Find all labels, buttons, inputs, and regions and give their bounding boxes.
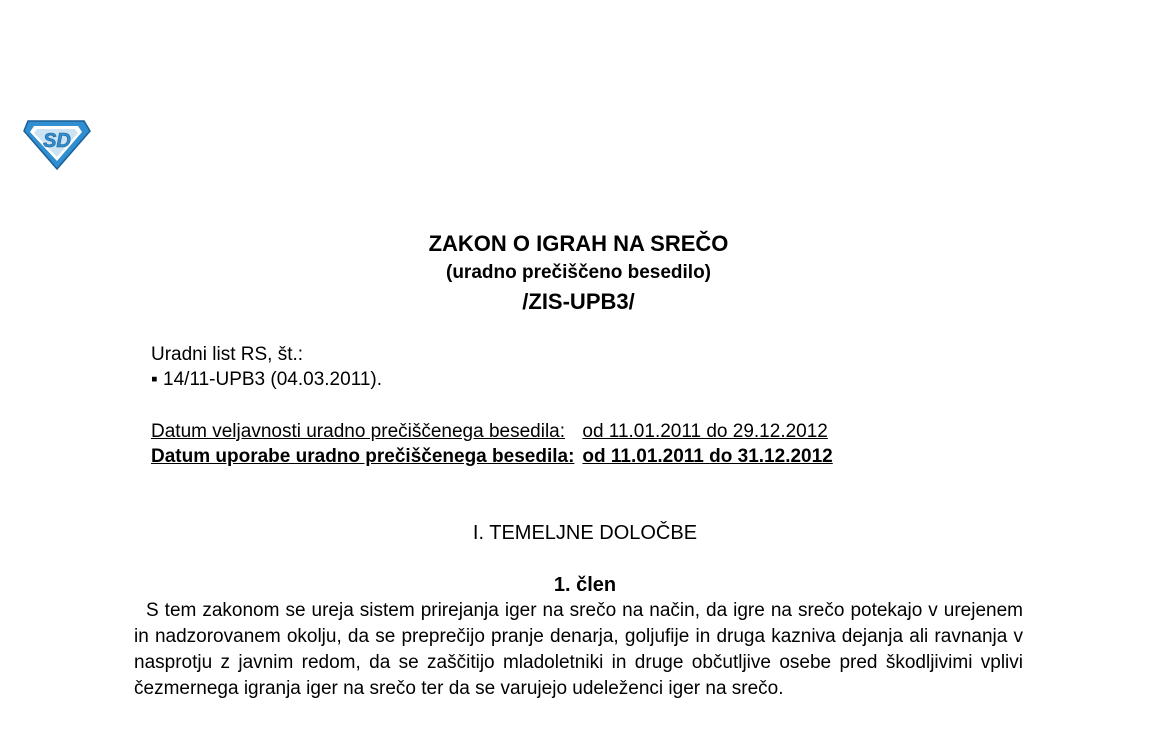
document-subtitle: (uradno prečiščeno besedilo) (446, 262, 711, 283)
bullet-icon: ▪ (151, 369, 158, 390)
article-heading: 1. člen (553, 574, 617, 596)
logo-lettering: SD (43, 130, 71, 152)
validity-label: Datum veljavnosti uradno prečiščenega besedila: (151, 421, 566, 442)
gazette-label: Uradni list RS, št.: (151, 344, 304, 365)
document-code: /ZIS-UPB3/ (522, 289, 635, 314)
gazette-reference: 14/11-UPB3 (04.03.2011). (163, 369, 383, 390)
validity-value: od 11.01.2011 do 29.12.2012 (582, 421, 828, 442)
document-title: ZAKON O IGRAH NA SREČO (428, 231, 729, 256)
dates-block (151, 419, 833, 469)
shield-logo-icon (22, 117, 92, 171)
usage-label: Datum uporabe uradno prečiščenega besedila: (151, 446, 575, 467)
publisher-logo (22, 117, 92, 171)
section-heading: I. TEMELJNE DOLOČBE (472, 522, 698, 544)
gazette-item (151, 368, 382, 392)
article-text: S tem zakonom se ureja sistem prirejanja iger na srečo na način, da igre na srečo potekajo v urejenem in nadzorovanem okolju, da se preprečijo pranje denarja, goljufije in druga kazniva dejanja ali ravnanja v nasprotju z javnim redom, da se zaščitijo mladoletniki in druge občutljive osebe pred škodljivimi vplivi čezmernega igranja iger na srečo ter da se varujejo udeleženci iger na srečo. (134, 600, 1023, 699)
usage-row (151, 444, 833, 469)
usage-value: od 11.01.2011 do 31.12.2012 (582, 446, 833, 467)
validity-row (151, 419, 833, 444)
